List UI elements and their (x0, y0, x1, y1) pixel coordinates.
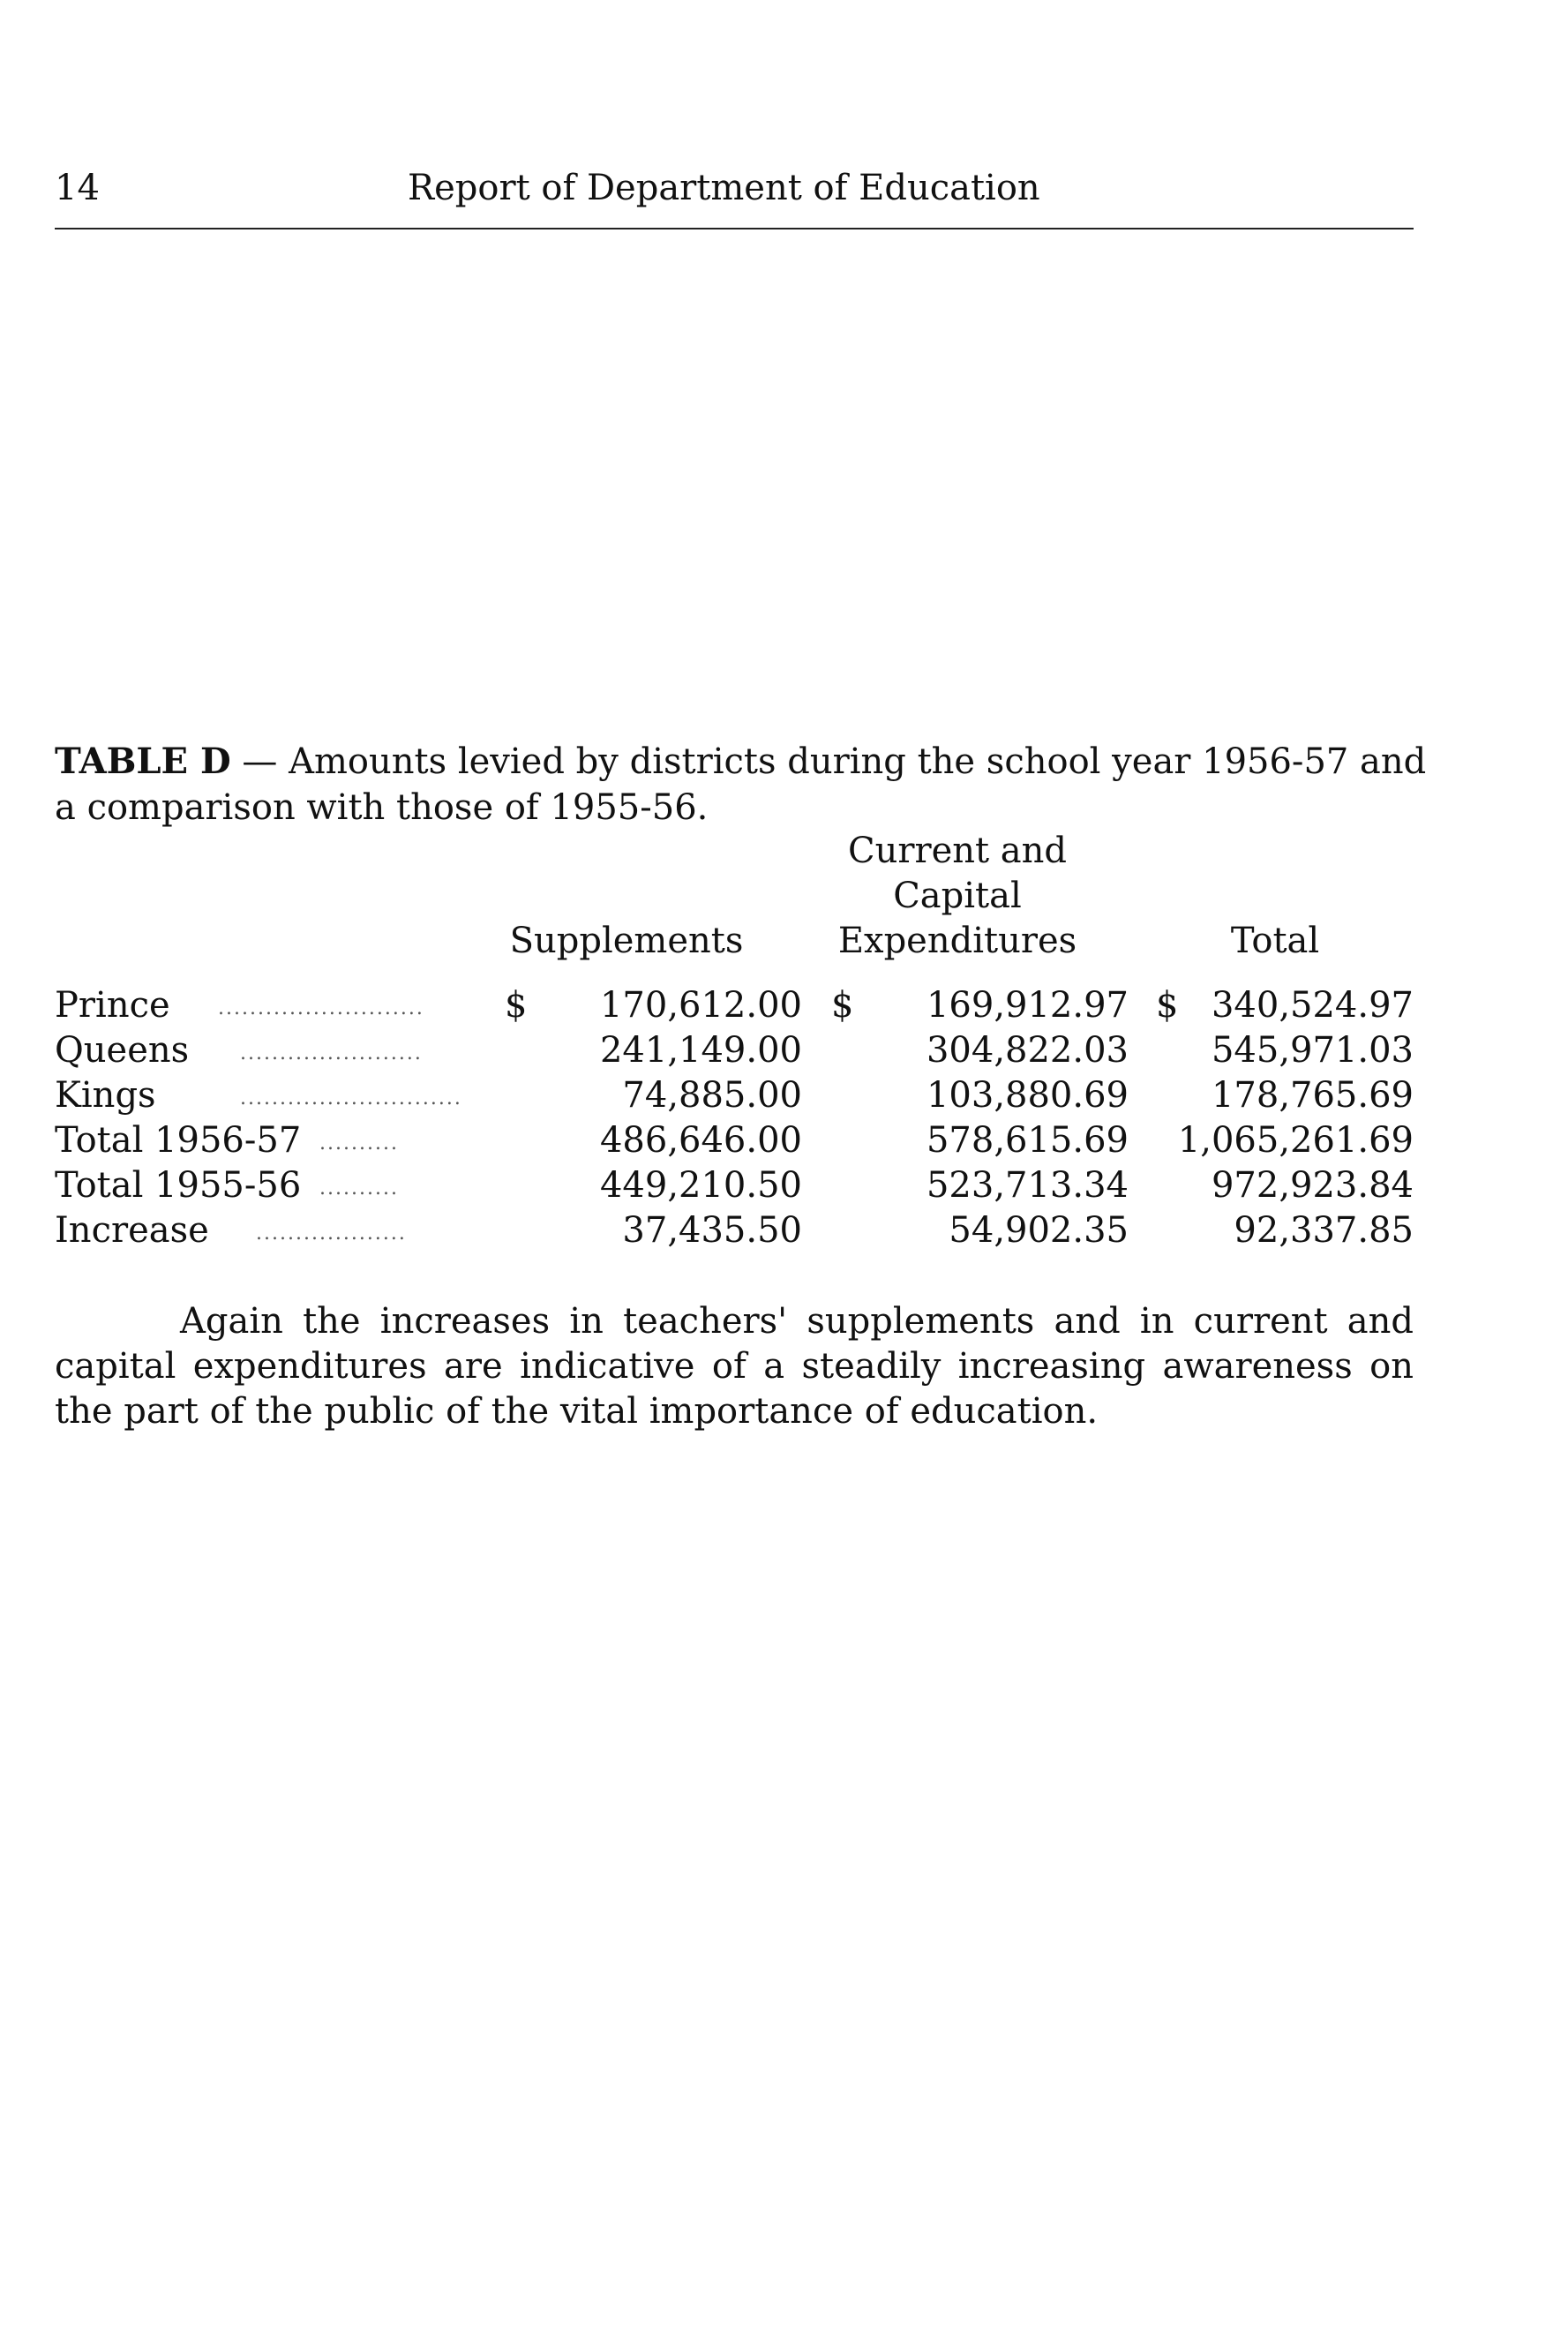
leader-dots: ....................... (240, 1042, 423, 1064)
capital-expenditures-value: 304,822.03 (926, 1030, 1129, 1071)
capital-expenditures-value: 54,902.35 (949, 1210, 1129, 1251)
row-label: Total 1955-56 (55, 1165, 302, 1206)
currency-symbol: $ (1156, 985, 1179, 1026)
table-label: TABLE D (55, 741, 231, 782)
body-paragraph: Again the increases in teachers' supplements and in current and capital expenditures are indicative of a steadily increasing awareness on the part of the public of the vital importance of education. (55, 1301, 1414, 1432)
total-value: 92,337.85 (1234, 1210, 1414, 1251)
table-row (55, 985, 1414, 1030)
supplements-value: 74,885.00 (622, 1075, 802, 1116)
total-value: 545,971.03 (1211, 1030, 1414, 1071)
row-label: Total 1956-57 (55, 1120, 302, 1161)
supplements-value: 170,612.00 (599, 985, 802, 1026)
leader-dots: .......... (319, 1177, 399, 1200)
row-label: Queens (55, 1030, 190, 1071)
supplements-value: 449,210.50 (599, 1165, 802, 1206)
running-title: Report of Department of Education (408, 168, 1040, 208)
supplements-value: 241,149.00 (599, 1030, 802, 1071)
row-label: Prince (55, 985, 170, 1026)
row-label: Kings (55, 1075, 156, 1116)
currency-symbol: $ (831, 985, 854, 1026)
page-number: 14 (55, 168, 100, 208)
total-value: 972,923.84 (1211, 1165, 1414, 1206)
table-row (55, 1120, 1414, 1165)
table-row (55, 1210, 1414, 1255)
column-header-total: Total (1230, 921, 1320, 961)
column-header-supplements: Supplements (509, 921, 744, 961)
leader-dots: ................... (256, 1222, 407, 1245)
table-row (55, 1165, 1414, 1210)
capital-expenditures-value: 103,880.69 (926, 1075, 1129, 1116)
table-row (55, 1030, 1414, 1075)
total-value: 178,765.69 (1211, 1075, 1414, 1116)
table-row (55, 1075, 1414, 1120)
levy-table (55, 985, 1414, 1255)
leader-dots: .......... (319, 1132, 399, 1154)
header-rule (55, 228, 1414, 229)
table-caption-text: — Amounts levied by districts during the school year 1956-57 and a comparison with those of 1955-56. (55, 741, 1427, 828)
column-header-capital-expenditures: Current and Capital Expenditures (837, 831, 1077, 961)
capital-expenditures-value: 578,615.69 (926, 1120, 1129, 1161)
supplements-value: 37,435.50 (622, 1210, 802, 1251)
capital-expenditures-value: 523,713.34 (926, 1165, 1129, 1206)
currency-symbol: $ (505, 985, 528, 1026)
leader-dots: ............................ (240, 1087, 462, 1109)
leader-dots: .......................... (218, 997, 424, 1019)
row-label: Increase (55, 1210, 209, 1251)
table-caption (55, 739, 1431, 831)
capital-expenditures-value: 169,912.97 (926, 985, 1129, 1026)
supplements-value: 486,646.00 (599, 1120, 802, 1161)
total-value: 1,065,261.69 (1177, 1120, 1414, 1161)
total-value: 340,524.97 (1211, 985, 1414, 1026)
page-header (55, 168, 1414, 221)
